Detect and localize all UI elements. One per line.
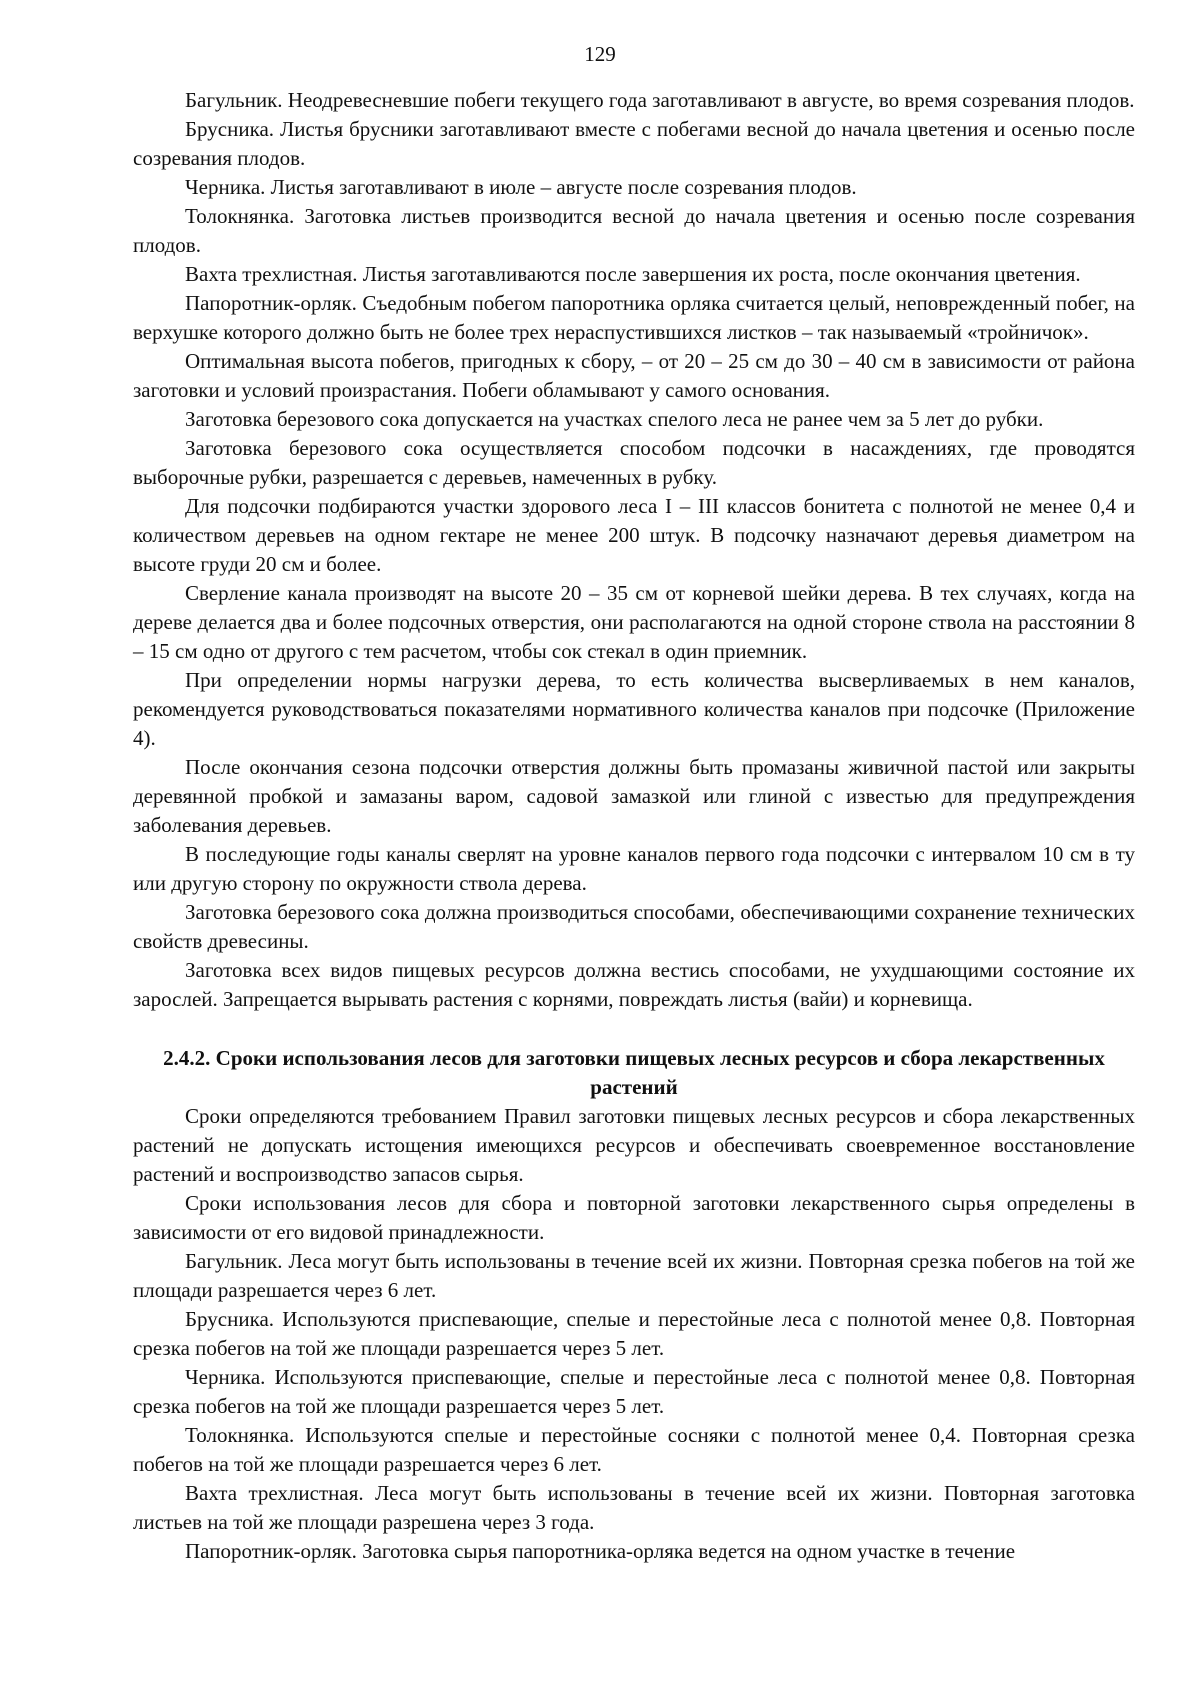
paragraph-fern-height: Оптимальная высота побегов, пригодных к сбору, – от 20 – 25 см до 30 – 40 см в зависимости от района заготовки и условий произрастания. Побеги обламывают у самого основания. <box>133 349 1135 402</box>
paragraph-birch-sap-method: Заготовка березового сока осуществляется способом подсочки в насаждениях, где проводятся выборочные рубки, разрешается с деревьев, намеченных в рубку. <box>133 436 1135 489</box>
paragraph-all-resources: Заготовка всех видов пищевых ресурсов должна вестись способами, не ухудшающими состояние их зарослей. Запрещается вырывать растения с корнями, повреждать листья (вайи) и корневища. <box>133 958 1135 1011</box>
paragraph-toloknyanka-terms: Толокнянка. Используются спелые и перестойные сосняки с полнотой менее 0,4. Повторная срезка побегов на той же площади разрешается через 6 лет. <box>133 1423 1135 1476</box>
paragraph-brusnika-harvest: Брусника. Листья брусники заготавливают вместе с побегами весной до начала цветения и осенью после созревания плодов. <box>133 117 1135 170</box>
paragraph-fern-terms: Папоротник-орляк. Заготовка сырья папоротника-орляка ведется на одном участке в течение <box>185 1539 1016 1563</box>
paragraph-tapping-selection: Для подсочки подбираются участки здорового леса I – III классов бонитета с полнотой не менее 0,4 и количеством деревьев на одном гектаре не менее 200 штук. В подсочку назначают деревья диаметром на высоте груди 20 см и более. <box>133 494 1135 576</box>
paragraph-terms-species: Сроки использования лесов для сбора и повторной заготовки лекарственного сырья определены в зависимости от его видовой принадлежности. <box>133 1191 1135 1244</box>
paragraph-bagulnik-terms: Багульник. Леса могут быть использованы в течение всей их жизни. Повторная срезка побегов на той же площади разрешается через 6 лет. <box>133 1249 1135 1302</box>
section-heading: 2.4.2. Сроки использования лесов для заготовки пищевых лесных ресурсов и сбора лекарственных растений <box>163 1046 1105 1099</box>
document-body <box>133 86 1135 1566</box>
paragraph-fern-harvest: Папоротник-орляк. Съедобным побегом папоротника орляка считается целый, неповрежденный побег, на верхушке которого должно быть не более трех нераспустившихся листков – так называемый «тройничок». <box>133 291 1135 344</box>
paragraph-brusnika-terms: Брусника. Используются приспевающие, спелые и перестойные леса с полнотой менее 0,8. Повторная срезка побегов на той же площади разрешается через 5 лет. <box>133 1307 1135 1360</box>
paragraph-birch-sap-allowed: Заготовка березового сока допускается на участках спелого леса не ранее чем за 5 лет до рубки. <box>185 407 1044 431</box>
paragraph-drilling: Сверление канала производят на высоте 20 – 35 см от корневой шейки дерева. В тех случаях, когда на дереве делается два и более подсочных отверстия, они располагаются на одной стороне ствола на расстоянии 8 – 15 см одно от другого с тем расчетом, чтобы сок стекал в один приемник. <box>133 581 1135 663</box>
paragraph-season-end: После окончания сезона подсочки отверстия должны быть промазаны живичной пастой или закрыты деревянной пробкой и замазаны варом, садовой замазкой или глиной с известью для предупреждения заболевания деревьев. <box>133 755 1135 837</box>
paragraph-vakhta-terms: Вахта трехлистная. Леса могут быть использованы в течение всей их жизни. Повторная заготовка листьев на той же площади разрешена через 3 года. <box>133 1481 1135 1534</box>
paragraph-vakhta-harvest: Вахта трехлистная. Листья заготавливаются после завершения их роста, после окончания цветения. <box>185 262 1081 286</box>
page-number: 129 <box>584 42 616 66</box>
paragraph-chernika-harvest: Черника. Листья заготавливают в июле – августе после созревания плодов. <box>185 175 857 199</box>
paragraph-bagulnik-harvest: Багульник. Неодревесневшие побеги текущего года заготавливают в августе, во время созревания плодов. <box>185 88 1135 112</box>
paragraph-toloknyanka-harvest: Толокнянка. Заготовка листьев производится весной до начала цветения и осенью после созревания плодов. <box>133 204 1135 257</box>
paragraph-chernika-terms: Черника. Используются приспевающие, спелые и перестойные леса с полнотой менее 0,8. Повторная срезка побегов на той же площади разрешается через 5 лет. <box>133 1365 1135 1418</box>
paragraph-load-norm: При определении нормы нагрузки дерева, то есть количества высверливаемых в нем каналов, рекомендуется руководствоваться показателями нормативного количества каналов при подсочке (Приложение 4). <box>133 668 1135 750</box>
section-gap <box>133 1014 1135 1028</box>
paragraph-terms-requirement: Сроки определяются требованием Правил заготовки пищевых лесных ресурсов и сбора лекарственных растений не допускать истощения имеющихся ресурсов и обеспечивать своевременное восстановление растений и воспроизводство запасов сырья. <box>133 1104 1135 1186</box>
paragraph-following-years: В последующие годы каналы сверлят на уровне каналов первого года подсочки с интервалом 10 см в ту или другую сторону по окружности ствола дерева. <box>133 842 1135 895</box>
paragraph-wood-properties: Заготовка березового сока должна производиться способами, обеспечивающими сохранение технических свойств древесины. <box>133 900 1135 953</box>
